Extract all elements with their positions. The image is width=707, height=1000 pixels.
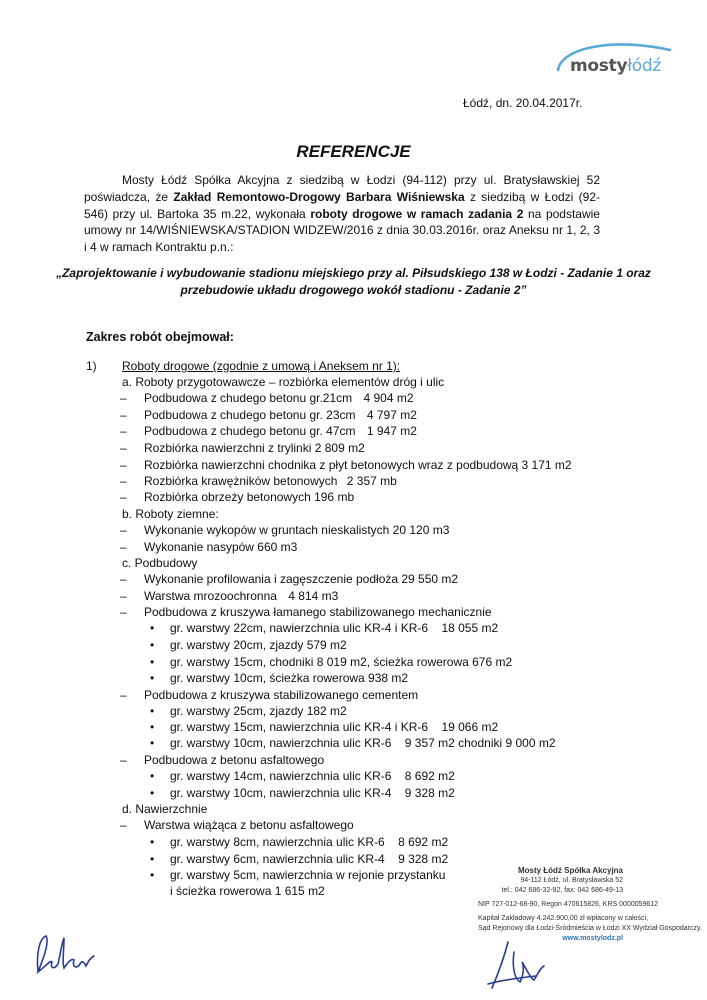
list-item: • gr. warstwy 6cm, nawierzchnia ulic KR-4 9 328 m2	[170, 852, 448, 867]
stamp-phone: tel.: 042 686-32-92, fax: 042 686-49-13	[501, 887, 623, 894]
list-item: – Rozbiórka nawierzchni z trylinki 2 809 m2	[144, 441, 365, 456]
list-item: • gr. warstwy 25cm, zjazdy 182 m2	[170, 704, 347, 719]
intro-paragraph: Mosty Łódź Spółka Akcyjna z siedzibą w Łodzi (94-112) przy ul. Bratysławskiej 52 poświadcza, że Zakład Remontowo-Drogowy Barbara Wiśniewska z siedzibą w Łodzi (92-546) przy ul. Bartoka 35 m.22, wykonała roboty drogowe w ramach zadania 2 na podstawie umowy nr 14/WIŚNIEWSKA/STADION WIDZEW/2016 z dnia 30.03.2016r. oraz Aneksu nr 1, 2, 3 i 4 w ramach Kontraktu p.n.:	[84, 173, 600, 255]
list-item-continuation: i ścieżka rowerowa 1 615 m2	[170, 884, 325, 898]
list-item: • gr. warstwy 8cm, nawierzchnia ulic KR-6 8 692 m2	[170, 835, 448, 850]
signature-right	[478, 938, 558, 999]
list-item: • gr. warstwy 10cm, ścieżka rowerowa 938 m2	[170, 671, 408, 686]
list-item: • gr. warstwy 14cm, nawierzchnia ulic KR-6 8 692 m2	[170, 769, 455, 784]
stamp-website: www.mostylodz.pl	[562, 935, 623, 942]
list-item: – Warstwa mrozoochronna 4 814 m3	[144, 589, 338, 604]
list-item: • gr. warstwy 10cm, nawierzchnia ulic KR-4 9 328 m2	[170, 786, 455, 801]
list-item: – Podbudowa z chudego betonu gr.21cm 4 904 m2	[144, 391, 414, 406]
list-item: – Rozbiórka obrzeży betonowych 196 mb	[144, 490, 354, 505]
section-c-heading: c. Podbudowy	[122, 556, 198, 570]
list-item: • gr. warstwy 10cm, nawierzchnia ulic KR-6 9 357 m2 chodniki 9 000 m2	[170, 736, 556, 751]
list-item: – Rozbiórka krawężników betonowych 2 357 mb	[144, 474, 397, 489]
list-item: • gr. warstwy 20cm, zjazdy 579 m2	[170, 638, 347, 653]
list-item: – Podbudowa z chudego betonu gr. 47cm 1 947 m2	[144, 424, 417, 439]
section-b-heading: b. Roboty ziemne:	[122, 507, 219, 521]
list-item: • gr. warstwy 15cm, nawierzchnia ulic KR-4 i KR-6 19 066 m2	[170, 720, 498, 735]
stamp-address: 94-112 Łódź, ul. Bratysławska 52	[520, 877, 623, 884]
company-stamp	[478, 866, 702, 944]
list-item: – Rozbiórka nawierzchni chodnika z płyt betonowych wraz z podbudową 3 171 m2	[144, 458, 572, 473]
list-item: Roboty drogowe (zgodnie z umową i Aneksem nr 1):	[122, 359, 401, 373]
list-item: – Podbudowa z chudego betonu gr. 23cm 4 797 m2	[144, 408, 417, 423]
list-item: – Warstwa wiążąca z betonu asfaltowego	[144, 818, 354, 833]
list-item: • gr. warstwy 15cm, chodniki 8 019 m2, ścieżka rowerowa 676 m2	[170, 655, 512, 670]
document-date: Łódź, dn. 20.04.2017r.	[463, 96, 583, 110]
stamp-capital: Kapitał Zakładowy 4.242.900,00 zł wpłacony w całości,	[478, 915, 649, 922]
stamp-company-name: Mosty Łódź Spółka Akcyjna	[517, 866, 623, 875]
list-item: – Podbudowa z kruszywa stabilizowanego cementem	[144, 688, 418, 703]
list-item: – Podbudowa z betonu asfaltowego	[144, 753, 324, 768]
stamp-registry: NIP 727-012-68-90, Regon 470615826, KRS 0000059612	[478, 901, 659, 908]
list-item: • gr. warstwy 5cm, nawierzchnia w rejonie przystanku	[170, 868, 445, 883]
contract-name: „Zaprojektowanie i wybudowanie stadionu miejskiego przy al. Piłsudskiego 138 w Łodzi - Zadanie 1 oraz przebudowie układu drogowego wokół stadionu - Zadanie 2”	[56, 266, 651, 297]
list-item: • gr. warstwy 22cm, nawierzchnia ulic KR-4 i KR-6 18 055 m2	[170, 621, 498, 636]
signature-left	[32, 932, 102, 985]
list-number: 1)	[86, 359, 97, 373]
list-item: – Wykonanie profilowania i zagęszczenie podłoża 29 550 m2	[144, 572, 458, 587]
scope-heading: Zakres robót obejmował:	[86, 330, 234, 344]
section-d-heading: d. Nawierzchnie	[122, 802, 208, 816]
document-title: REFERENCJE	[296, 142, 411, 161]
logo-wordmark: mostyłódź	[570, 56, 661, 76]
section-a-heading: a. Roboty przygotowawcze – rozbiórka elementów dróg i ulic	[122, 375, 445, 389]
stamp-court: Sąd Rejonowy dla Łodzi-Śródmieścia w Łodzi XX Wydział Gospodarczy.	[478, 925, 702, 932]
list-item: – Wykonanie wykopów w gruntach nieskalistych 20 120 m3	[144, 523, 449, 538]
list-item: – Wykonanie nasypów 660 m3	[144, 540, 297, 555]
list-item: – Podbudowa z kruszywa łamanego stabilizowanego mechanicznie	[144, 605, 492, 620]
company-logo	[548, 40, 678, 82]
